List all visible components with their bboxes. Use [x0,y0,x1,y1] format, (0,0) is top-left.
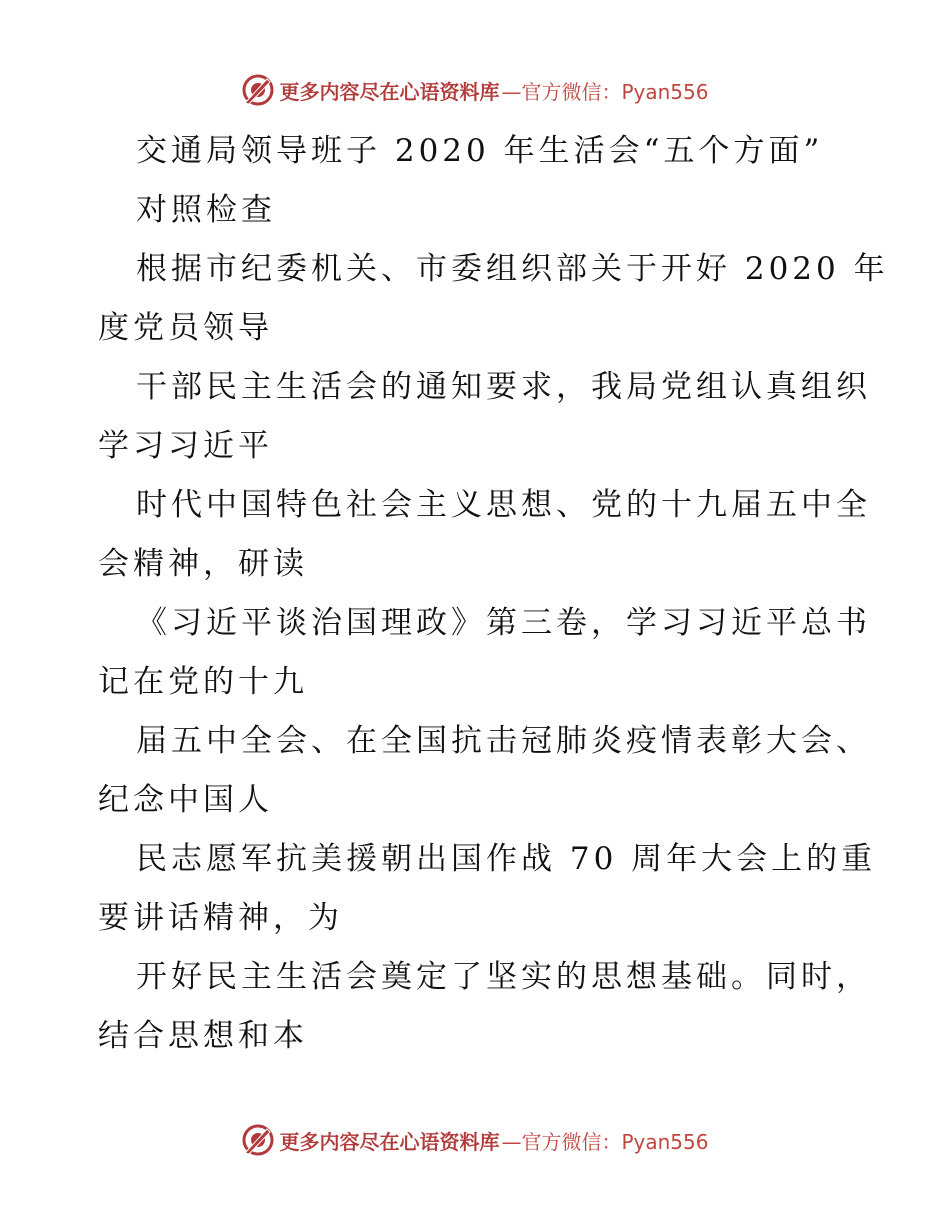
doc-line-6: 学习习近平 [98,428,273,464]
footer-banner-wechat: —官方微信：Pyan556 [501,1129,709,1154]
footer-banner-text: 更多内容尽在心语资料库 [279,1129,500,1154]
doc-line-9: 《习近平谈治国理政》第三卷，学习习近平总书 [136,605,871,641]
doc-line-11: 届五中全会、在全国抗击冠肺炎疫情表彰大会、 [136,723,871,759]
doc-line-14: 要讲话精神，为 [98,900,343,936]
doc-line-4: 度党员领导 [98,310,273,346]
footer-watermark-banner [0,1120,950,1160]
doc-line-15: 开好民主生活会奠定了坚实的思想基础。同时， [136,959,871,995]
doc-line-13: 民志愿军抗美援朝出国作战 70 周年大会上的重 [136,841,877,877]
doc-line-1: 交通局领导班子 2020 年生活会“五个方面” [136,133,824,169]
doc-line-16: 结合思想和本 [98,1018,308,1054]
doc-line-12: 纪念中国人 [98,782,273,818]
doc-line-5: 干部民主生活会的通知要求，我局党组认真组织 [136,369,871,405]
document-body [98,122,889,1066]
doc-line-3: 根据市纪委机关、市委组织部关于开好 2020 年 [136,251,889,287]
doc-line-2: 对照检查 [136,192,276,228]
quill-pen-logo-icon [241,1123,275,1157]
doc-line-7: 时代中国特色社会主义思想、党的十九届五中全 [136,487,871,523]
header-watermark-banner [0,70,950,110]
doc-line-8: 会精神，研读 [98,546,308,582]
doc-line-10: 记在党的十九 [98,664,308,700]
quill-pen-logo-icon [241,73,275,107]
header-banner-text: 更多内容尽在心语资料库 [279,79,500,104]
header-banner-wechat: —官方微信：Pyan556 [501,79,709,104]
